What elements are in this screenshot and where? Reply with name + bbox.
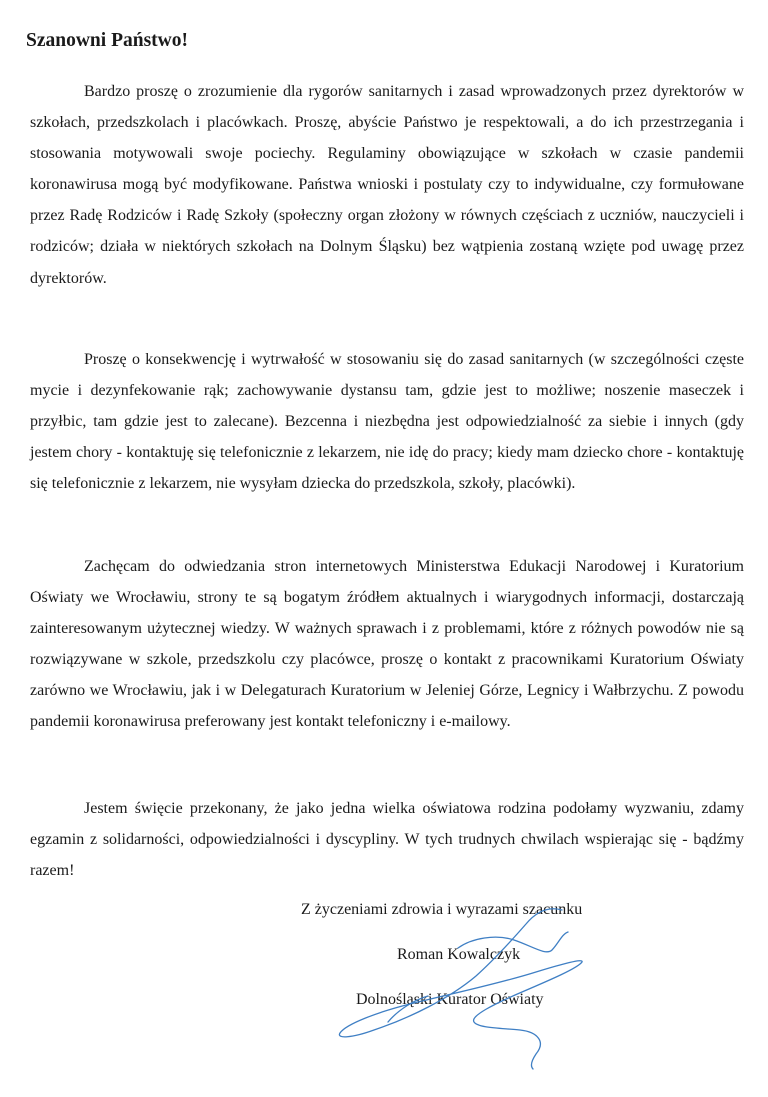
letter-paragraph-3: Zachęcam do odwiedzania stron internetowych Ministerstwa Edukacji Narodowej i Kuratorium Oświaty we Wrocławiu, strony te są bogatym źródłem aktualnych i wiarygodnych informacji, dostarczają zainteresowanym użytecznej wiedzy. W ważnych sprawach i z problemami, które z różnych powodów nie są rozwiązywane w szkole, przedszkolu czy placówce, proszę o kontakt z pracownikami Kuratorium Oświaty zarówno we Wrocławiu, jak i w Delegaturach Kuratorium w Jeleniej Górze, Legnicy i Wałbrzychu. Z powodu pandemii koronawirusa preferowany jest kontakt telefoniczny i e-mailowy. [30,558,744,731]
letter-greeting: Szanowni Państwo! [26,30,188,51]
signer-title: Dolnośląski Kurator Oświaty [356,991,544,1008]
handwritten-signature [300,900,600,1070]
letter-paragraph-1: Bardzo proszę o zrozumienie dla rygorów sanitarnych i zasad wprowadzonych przez dyrektorów w szkołach, przedszkolach i placówkach. Proszę, abyście Państwo je respektowali, a do ich przestrzegania i stosowania motywowali swoje pociechy. Regulaminy obowiązujące w szkołach w czasie pandemii koronawirusa mogą być modyfikowane. Państwa wnioski i postulaty czy to indywidualne, czy formułowane przez Radę Rodziców i Radę Szkoły (społeczny organ złożony w równych częściach z uczniów, nauczycieli i rodziców; działa w niektórych szkołach na Dolnym Śląsku) bez wątpienia zostaną wzięte pod uwagę przez dyrektorów. [30,83,744,287]
letter-paragraph-4: Jestem święcie przekonany, że jako jedna wielka oświatowa rodzina podołamy wyzwaniu, zdamy egzamin z solidarności, odpowiedzialności i dyscypliny. W tych trudnych chwilach wspierając się - bądźmy razem! [30,800,744,880]
signature-strokes [339,909,582,1069]
closing-wishes: Z życzeniami zdrowia i wyrazami szacunku [301,901,583,918]
signer-name: Roman Kowalczyk [397,946,521,963]
signature-stroke-main [339,909,582,1069]
letter-paragraph-2: Proszę o konsekwencję i wytrwałość w stosowaniu się do zasad sanitarnych (w szczególności częste mycie i dezynfekowanie rąk; zachowywanie dystansu tam, gdzie jest to możliwe; noszenie maseczek i przyłbic, tam gdzie jest to zalecane). Bezcenna i niezbędna jest odpowiedzialność za siebie i innych (gdy jestem chory - kontaktuję się telefonicznie z lekarzem, nie idę do pracy; kiedy mam dziecko chore - kontaktuję się telefonicznie z lekarzem, nie wysyłam dziecka do przedszkola, szkoły, placówki). [30,351,744,493]
